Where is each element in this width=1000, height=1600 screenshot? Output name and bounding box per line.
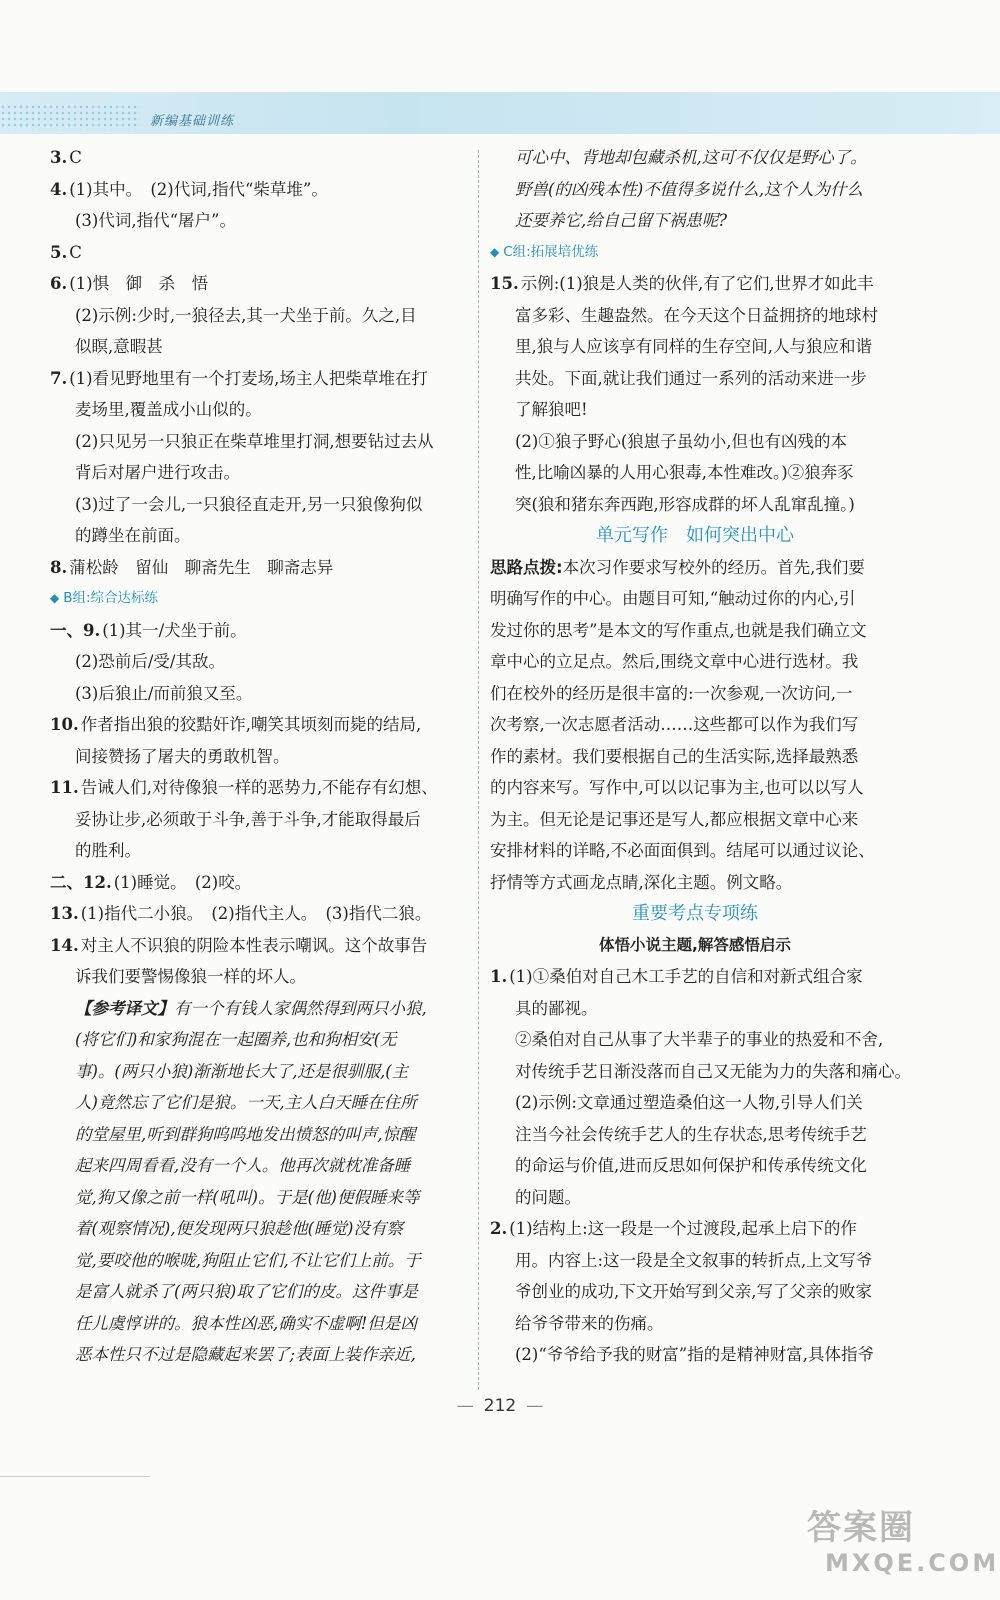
answer-text: 注当今社会传统手艺人的生存状态,思考传统手艺 [515, 1124, 867, 1144]
page-number: — 212 — [456, 1396, 544, 1416]
answer-text: 具的鄙视。 [515, 998, 598, 1018]
answer-text: C [69, 148, 82, 167]
answer-text: 的内容来写。写作中,可以以记事为主,也可以以写人 [490, 778, 864, 797]
answer-text: (1)惧 御 杀 悟 [69, 274, 209, 293]
answer-text: (3)代词,指代“屠户”。 [75, 211, 236, 230]
answer-line [50, 268, 468, 300]
bottom-rule [0, 1476, 150, 1477]
answer-text: 爷创业的成功,下文开始写到父亲,写了父亲的败家 [515, 1282, 872, 1301]
answer-line [50, 1182, 468, 1214]
answer-text: 任儿虞惇讲的。狼本性凶恶,确实不虚啊!但是凶 [75, 1313, 417, 1333]
answer-line [490, 1119, 900, 1151]
left-column [50, 142, 468, 1371]
answer-text: 共处。下面,就让我们通过一系列的活动来进一步 [515, 368, 867, 388]
answer-text: 还要养它,给自己留下祸患呢? [515, 211, 728, 230]
answer-line [50, 1119, 468, 1151]
page-number-text: 212 [483, 1396, 517, 1416]
answer-line [50, 678, 468, 710]
answer-line [50, 930, 468, 962]
answer-line [490, 1339, 900, 1371]
answer-text: 是富人就杀了(两只狼)取了它们的皮。这件事是 [75, 1282, 418, 1301]
question-number: 二、12. [50, 872, 112, 892]
answer-line [490, 1056, 911, 1088]
answer-text: (2)示例:文章通过塑造桑伯这一人物,引导人们关 [515, 1093, 863, 1112]
answer-text: 们在校外的经历是很丰富的:一次参观,一次访问,一 [490, 683, 853, 703]
answer-line [490, 457, 900, 489]
answer-line [490, 1308, 900, 1340]
answer-text: 似瞑,意暇甚 [75, 337, 163, 356]
answer-text: 麦场里,覆盖成小山似的。 [75, 400, 262, 419]
answer-text: 的胜利。 [75, 841, 141, 860]
group-label-text: B组:综合达标练 [63, 590, 159, 606]
answer-line [50, 174, 468, 206]
answer-text: (3)后狼止/而前狼又至。 [75, 683, 253, 703]
question-number: 15. [490, 274, 519, 293]
answer-text: 的问题。 [515, 1187, 581, 1207]
answer-line [490, 394, 900, 426]
answer-line [50, 741, 468, 773]
question-number: 2. [490, 1219, 508, 1238]
answer-line [50, 520, 468, 552]
answer-line [50, 489, 468, 521]
section-heading: 重要考点专项练 [632, 903, 758, 924]
answer-text: (将它们)和家狗混在一起圈养,也和狗相安(无 [75, 1030, 397, 1049]
question-number: 10. [50, 715, 79, 734]
answer-line [490, 205, 900, 237]
answer-text: 富多彩、生趣盎然。在今天这个日益拥挤的地球村 [515, 305, 878, 325]
question-number: 3. [50, 148, 68, 167]
answer-text: 为主。但无论是记事还是写人,都应根据文章中心来 [490, 809, 859, 829]
answer-text: (1)看见野地里有一个打麦场,场主人把柴草堆在打 [69, 368, 428, 388]
answer-line [50, 205, 468, 237]
answer-line [50, 1213, 468, 1245]
answer-text: 次考察,一次志愿者活动……这些都可以作为我们写 [490, 715, 859, 734]
watermark-url: MXQE.COM [825, 1549, 1000, 1577]
watermark-text: 答案圈 [807, 1508, 915, 1548]
question-number: 4. [50, 179, 68, 199]
group-label-text: C组:拓展培优练 [503, 243, 599, 260]
answer-line [490, 741, 900, 773]
answer-line [50, 615, 468, 647]
answer-text: 性,比喻凶暴的人用心狠毒,本性难改。)②狼奔豕 [515, 463, 854, 482]
answer-text: 野兽(的凶残本性)不值得多说什么,这个人为什么 [515, 179, 864, 199]
answer-text: 妥协让步,必须敢于斗争,善于斗争,才能取得最后 [75, 809, 421, 829]
answer-line [50, 1024, 468, 1056]
answer-line [490, 1182, 900, 1214]
answer-line [50, 1056, 468, 1088]
answer-line [50, 1150, 468, 1182]
answer-text: (3)过了一会儿,一只狼径直走开,另一只狼像狗似 [75, 494, 423, 514]
answer-line [50, 804, 468, 836]
answer-text: 突(狼和猪东奔西跑,形容成群的坏人乱窜乱撞。) [515, 494, 855, 514]
answer-line [490, 363, 900, 395]
diamond-icon: ◆ [50, 591, 60, 605]
answer-line [50, 961, 468, 993]
answer-line [50, 142, 468, 174]
answer-text: 间接赞扬了屠夫的勇敢机智。 [75, 746, 290, 766]
answer-line [490, 835, 900, 867]
answer-line [490, 709, 900, 741]
answer-text: 着(观察情况),便发现两只狼趁他(睡觉)没有察 [75, 1219, 403, 1238]
answer-line [50, 835, 468, 867]
answer-text: (2)只见另一只狼正在柴草堆里打洞,想要钻过去从 [75, 431, 434, 451]
answer-line [50, 237, 468, 269]
answer-text: (2)示例:少时,一狼径去,其一犬坐于前。久之,目 [75, 305, 417, 325]
answer-text: (1)其中。 (2)代词,指代“柴草堆”。 [69, 179, 328, 199]
question-number: 7. [50, 368, 68, 388]
question-number: 11. [50, 778, 79, 797]
answer-line [50, 867, 468, 899]
answer-text: (1)睡觉。 (2)咬。 [113, 872, 252, 892]
answer-line [490, 268, 900, 300]
answer-text: 的蹲坐在前面。 [75, 526, 191, 545]
answer-line [490, 993, 900, 1025]
answer-line [50, 1276, 468, 1308]
answer-line [490, 174, 900, 206]
answer-line [50, 993, 468, 1025]
right-column [490, 142, 911, 1371]
answer-line [490, 961, 900, 993]
answer-line [490, 300, 900, 332]
answer-text: 人)竟然忘了它们是狼。一天,主人白天睡在住所 [75, 1093, 417, 1112]
question-number: 6. [50, 274, 68, 293]
answer-line [50, 363, 468, 395]
answer-line [50, 1087, 468, 1119]
question-number: 14. [50, 935, 79, 955]
column-divider [478, 150, 479, 1390]
inline-label: 【参考译文】 [75, 998, 174, 1018]
answer-text: 觉,狗又像之前一样(吼叫)。于是(他)便假睡来等 [75, 1187, 420, 1207]
watermark-logo [807, 1500, 1000, 1595]
answer-text: 发过你的思考”是本文的写作重点,也就是我们确立文 [490, 620, 867, 640]
answer-line [50, 1339, 468, 1371]
answer-text: (2)恐前后/受/其敌。 [75, 652, 225, 671]
answer-text: 了解狼吧! [515, 400, 588, 419]
answer-text: 蒲松龄 留仙 聊斋先生 聊斋志异 [69, 557, 334, 577]
answer-text: 用。内容上:这一段是全文叙事的转折点,上文写爷 [515, 1250, 873, 1270]
answer-line [490, 678, 900, 710]
header-dots-decoration [0, 104, 140, 130]
section-group-label [50, 583, 468, 615]
answer-text: 可心中、背地却包藏杀机,这可不仅仅是野心了。 [515, 148, 867, 167]
answer-line [50, 709, 468, 741]
answer-line [50, 1308, 468, 1340]
answer-line [490, 489, 900, 521]
answer-text: 事)。(两只小狼)渐渐地长大了,还是很驯服,(主 [75, 1061, 409, 1081]
question-number: 13. [50, 904, 79, 923]
answer-line [50, 646, 468, 678]
diamond-icon: ◆ [490, 244, 500, 259]
answer-text: C [69, 242, 82, 262]
answer-text: 有一个有钱人家偶然得到两只小狼, [174, 998, 427, 1018]
answer-text: 背后对屠户进行攻击。 [75, 463, 240, 482]
answer-line [50, 772, 468, 804]
answer-text: 明确写作的中心。由题目可知,“触动过你的内心,引 [490, 589, 856, 608]
section-group-label [490, 237, 900, 269]
answer-text: 抒情等方式画龙点睛,深化主题。例文略。 [490, 872, 793, 892]
answer-line [50, 457, 468, 489]
answer-line [490, 646, 900, 678]
answer-line [490, 615, 900, 647]
answer-line [490, 142, 900, 174]
answer-line [50, 898, 468, 930]
answer-text: 恶本性只不过是隐藏起来罢了;表面上装作亲近, [75, 1345, 416, 1364]
answer-text: 示例:(1)狼是人类的伙伴,有了它们,世界才如此丰 [520, 274, 874, 293]
question-number: 1. [490, 967, 508, 986]
answer-line [490, 1150, 900, 1182]
answer-line [490, 331, 900, 363]
answer-line [490, 1245, 900, 1277]
answer-line [490, 804, 900, 836]
answer-line [50, 1245, 468, 1277]
question-number: 5. [50, 242, 68, 262]
answer-line [50, 300, 468, 332]
section-subheading: 体悟小说主题,解答感悟启示 [599, 935, 791, 954]
question-number: 8. [50, 557, 68, 577]
question-number: 一、9. [50, 620, 101, 640]
answer-line [490, 426, 900, 458]
answer-text: 本次习作要求写校外的经历。首先,我们要 [562, 557, 865, 577]
answer-line [490, 1087, 900, 1119]
answer-line [50, 331, 468, 363]
answer-line [50, 394, 468, 426]
answer-text: 告诫人们,对待像狼一样的恶势力,不能存有幻想、 [80, 778, 438, 797]
answer-text: 对主人不识狼的阴险本性表示嘲讽。这个故事告 [80, 935, 428, 955]
answer-text: ②桑伯对自己从事了大半辈子的事业的热爱和不舍, [515, 1030, 884, 1049]
section-heading: 单元写作 如何突出中心 [596, 525, 794, 546]
answer-text: 觉,要咬他的喉咙,狗阻止它们,不让它们上前。于 [75, 1250, 421, 1270]
answer-line [50, 552, 468, 584]
answer-text: 诉我们要警惕像狼一样的坏人。 [75, 967, 306, 986]
answer-text: 作者指出狼的狡黠奸诈,嘲笑其顷刻而毙的结局, [80, 715, 422, 734]
answer-text: 章中心的立足点。然后,围绕文章中心进行选材。我 [490, 652, 859, 671]
answer-text: 起来四周看看,没有一个人。他再次就枕准备睡 [75, 1156, 411, 1175]
answer-line [490, 552, 900, 584]
answer-text: (1)①桑伯对自己木工手艺的自信和对新式组合家 [509, 967, 863, 986]
answer-text: 的堂屋里,听到群狗呜呜地发出愤怒的叫声,惊醒 [75, 1124, 416, 1144]
answer-text: (1)结构上:这一段是一个过渡段,起承上启下的作 [509, 1219, 857, 1238]
answer-text: (2)“爷爷给予我的财富”指的是精神财富,具体指爷 [515, 1345, 874, 1364]
answer-text: (1)其一/犬坐于前。 [102, 620, 247, 640]
answer-text: 里,狼与人应该享有同样的生存空间,人与狼应和谐 [515, 337, 872, 356]
inline-label: 思路点拨: [490, 557, 563, 577]
answer-text: 的命运与价值,进而反思如何保护和传承传统文化 [515, 1156, 867, 1175]
answer-text: (2)①狼子野心(狼崽子虽幼小,但也有凶残的本 [515, 431, 848, 451]
answer-line [490, 583, 900, 615]
answer-text: 作的素材。我们要根据自己的生活实际,选择最熟悉 [490, 746, 859, 766]
answer-line [490, 1276, 900, 1308]
answer-text: 给爷爷带来的伤痛。 [515, 1313, 664, 1333]
answer-line [490, 867, 900, 899]
answer-line [490, 772, 900, 804]
answer-line [50, 426, 468, 458]
answer-text: (1)指代二小狼。 (2)指代主人。 (3)指代二狼。 [80, 904, 432, 923]
answer-line [490, 1024, 900, 1056]
answer-text: 对传统手艺日渐没落而自己又无能为力的失落和痛心。 [515, 1061, 911, 1081]
header-title: 新编基础训练 [150, 114, 235, 129]
answer-text: 安排材料的详略,不必面面俱到。结尾可以通过议论、 [490, 841, 875, 860]
answer-line [490, 1213, 900, 1245]
